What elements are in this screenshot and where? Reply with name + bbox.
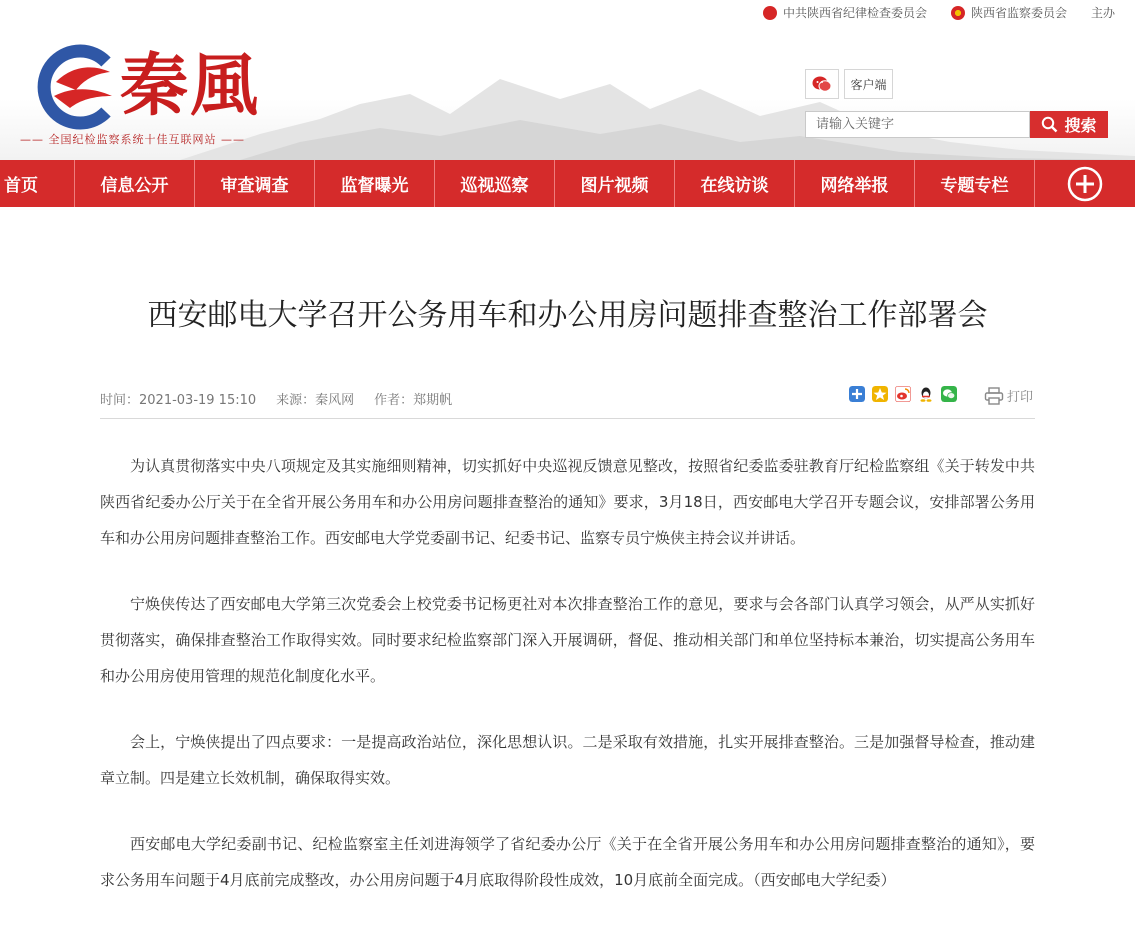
supervision-committee-label: 陕西省监察委员会 xyxy=(971,6,1068,20)
nav-item-home[interactable]: 首页 xyxy=(0,160,75,207)
wechat-icon xyxy=(812,75,832,93)
share-bar xyxy=(849,386,957,402)
search-button[interactable] xyxy=(1030,111,1108,138)
print-label: 打印 xyxy=(1007,390,1034,405)
host-text xyxy=(1091,4,1115,21)
wechat-button[interactable] xyxy=(805,69,839,99)
national-emblem-icon xyxy=(951,6,965,20)
article-time: 时间：2021-03-19 15:10 xyxy=(100,393,257,408)
share-plus-icon[interactable] xyxy=(849,386,865,402)
site-header xyxy=(0,24,1135,160)
party-committee-label: 中共陕西省纪律检查委员会 xyxy=(783,6,928,20)
wechat-share-icon[interactable] xyxy=(941,386,957,402)
search-input[interactable] xyxy=(805,111,1030,138)
host-label: 主办 xyxy=(1091,6,1116,20)
logo-slogan: —— 全国纪检监察系统十佳互联网站 —— xyxy=(20,133,245,146)
nav-item-photo-video[interactable]: 图片视频 xyxy=(555,160,675,207)
meta-divider xyxy=(100,418,1035,419)
main-nav xyxy=(0,160,1135,207)
article-title: 西安邮电大学召开公务用车和办公用房问题排查整治工作部署会 xyxy=(147,298,988,333)
nav-more-button[interactable] xyxy=(1035,160,1135,207)
weibo-icon[interactable] xyxy=(895,386,911,402)
site-logo[interactable] xyxy=(20,42,276,152)
logo-emblem-icon xyxy=(36,44,122,130)
top-bar xyxy=(0,0,1135,24)
plus-circle-icon xyxy=(1067,166,1103,202)
qq-icon[interactable] xyxy=(918,386,934,402)
client-app-button[interactable] xyxy=(844,69,893,99)
article-paragraph: 西安邮电大学纪委副书记、纪检监察室主任刘进海领学了省纪委办公厅《关于在全省开展公务用车和办公用房问题排查整治的通知》，要求公务用车问题于4月底前完成整改，办公用房问题于4月底取得阶段性成效，10月底前全面完成。（西安邮电大学纪委） xyxy=(100,835,1035,889)
search-label: 搜索 xyxy=(1064,116,1097,135)
article-paragraph: 宁焕侠传达了西安邮电大学第三次党委会上校党委书记杨更社对本次排查整治工作的意见，要求与会各部门认真学习领会，从严从实抓好贯彻落实，确保排查整治工作取得实效。同时要求纪检监察部门深入开展调研，督促、推动相关部门和单位坚持标本兼治，切实提高公务用车和办公用房使用管理的规范化制度化水平。 xyxy=(100,595,1035,685)
article-body xyxy=(100,448,1035,928)
printer-icon xyxy=(984,387,1004,405)
client-label: 客户端 xyxy=(850,77,887,92)
article-paragraph: 为认真贯彻落实中央八项规定及其实施细则精神，切实抓好中央巡视反馈意见整改，按照省纪委监委驻教育厅纪检监察组《关于转发中共陕西省纪委办公厅关于在全省开展公务用车和办公用房问题排查整治的通知》要求，3月18日，西安邮电大学召开专题会议，安排部署公务用车和办公用房问题排查整治工作。西安邮电大学党委副书记、纪委书记、监察专员宁焕侠主持会议并讲话。 xyxy=(100,457,1035,547)
party-committee-link[interactable] xyxy=(763,4,927,21)
supervision-committee-link[interactable] xyxy=(951,4,1067,21)
party-emblem-icon xyxy=(763,6,777,20)
nav-item-inspection[interactable]: 巡视巡察 xyxy=(435,160,555,207)
nav-item-investigation[interactable]: 审查调查 xyxy=(195,160,315,207)
article-meta xyxy=(100,389,452,408)
article-author: 作者：郑期帆 xyxy=(374,393,453,408)
nav-item-interview[interactable]: 在线访谈 xyxy=(675,160,795,207)
article-source: 来源：秦风网 xyxy=(276,393,355,408)
qzone-icon[interactable] xyxy=(872,386,888,402)
article-paragraph: 会上，宁焕侠提出了四点要求：一是提高政治站位，深化思想认识。二是采取有效措施，扎实开展排查整治。三是加强督导检查，推动建章立制。四是建立长效机制，确保取得实效。 xyxy=(100,733,1035,787)
nav-item-exposure[interactable]: 监督曝光 xyxy=(315,160,435,207)
print-button[interactable] xyxy=(984,386,1033,405)
nav-item-report[interactable]: 网络举报 xyxy=(795,160,915,207)
nav-item-special-topics[interactable]: 专题专栏 xyxy=(915,160,1035,207)
nav-item-info-disclosure[interactable]: 信息公开 xyxy=(75,160,195,207)
logo-name: 秦風 xyxy=(120,46,261,126)
search-icon xyxy=(1041,116,1058,133)
